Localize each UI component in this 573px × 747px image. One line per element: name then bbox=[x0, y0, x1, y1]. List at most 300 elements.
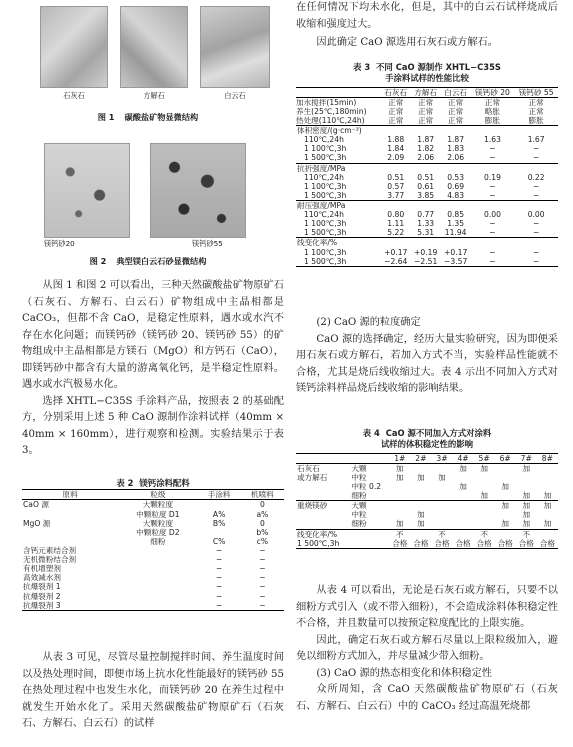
table-cell: 1.11 bbox=[387, 219, 405, 229]
table-cell bbox=[537, 473, 558, 482]
table-cell: 中颗粒度 D2 bbox=[136, 527, 180, 537]
table-cell: 中粒 bbox=[351, 510, 367, 520]
table-cell bbox=[118, 573, 197, 582]
table-cell: 0.22 bbox=[527, 172, 545, 182]
table-cell: 大颗粒度 bbox=[142, 500, 174, 510]
table3-num: 表 3 bbox=[353, 62, 371, 72]
fig1-label-3: 白云石 bbox=[224, 91, 246, 100]
table-cell: 正常 bbox=[448, 97, 464, 107]
table-cell: 1 100℃,3h bbox=[304, 181, 347, 191]
table4-header: 6# bbox=[499, 453, 511, 463]
table-cell: 加 bbox=[396, 463, 404, 473]
table3-group-head: 体积密度/(g·cm⁻³) bbox=[297, 126, 362, 136]
table-cell: 2.09 bbox=[387, 153, 405, 163]
table-row bbox=[296, 173, 558, 182]
table-row bbox=[296, 491, 558, 501]
table-cell: − bbox=[489, 247, 496, 257]
table-cell: − bbox=[532, 228, 540, 238]
table-cell: − bbox=[532, 153, 540, 163]
table-cell: 1 500℃,3h bbox=[304, 153, 347, 163]
table-cell: 略胀 bbox=[484, 106, 501, 116]
table-cell: 高效减水剂 bbox=[23, 573, 61, 583]
table-row bbox=[22, 555, 284, 564]
table-cell: 正常 bbox=[388, 97, 404, 107]
fig1-caption-text: 碳酸盐矿物显微结构 bbox=[124, 112, 199, 122]
table-cell: 中粒 0.2 bbox=[351, 482, 382, 492]
table-cell: 加 bbox=[417, 510, 425, 520]
table-cell: B% bbox=[212, 518, 226, 528]
right-column bbox=[296, 0, 558, 712]
table-cell: 0.53 bbox=[447, 172, 465, 182]
table-cell: 大颗 bbox=[351, 501, 367, 511]
fig2-label-1: 镁钙砂20 bbox=[44, 239, 75, 248]
table-cell: 加 bbox=[522, 491, 531, 501]
table-row bbox=[296, 153, 558, 163]
table-cell bbox=[118, 601, 197, 611]
table4-caption bbox=[296, 428, 558, 439]
table-cell: −2.51 bbox=[414, 256, 438, 266]
table-cell: − bbox=[259, 582, 266, 592]
table-cell: 有机增塑剂 bbox=[23, 564, 61, 574]
table-cell: 加 bbox=[501, 482, 509, 492]
table-cell: − bbox=[259, 564, 266, 574]
table2 bbox=[22, 478, 284, 611]
table-cell: 0 bbox=[259, 500, 265, 510]
table-cell bbox=[453, 473, 474, 482]
table-cell bbox=[431, 510, 452, 519]
left-body bbox=[22, 278, 284, 460]
table-cell bbox=[22, 510, 118, 519]
table-cell: − bbox=[259, 591, 266, 601]
table-cell: 正常 bbox=[528, 97, 544, 107]
table-cell: − bbox=[215, 600, 223, 610]
table-cell: 加 bbox=[459, 463, 467, 473]
table-cell: c% bbox=[256, 536, 269, 546]
table-row bbox=[296, 97, 558, 107]
table-cell: 1.87 bbox=[447, 135, 465, 145]
table-cell: − bbox=[215, 546, 223, 555]
table-cell: 加 bbox=[543, 491, 552, 501]
table-cell: − bbox=[532, 247, 540, 257]
table-cell bbox=[389, 491, 410, 501]
table3-caption bbox=[296, 62, 558, 73]
table-cell: 0.85 bbox=[447, 210, 465, 220]
table-cell: 0.69 bbox=[447, 181, 465, 191]
table-cell bbox=[453, 519, 474, 529]
table-cell bbox=[516, 482, 537, 491]
table2-num: 表 2 bbox=[116, 478, 134, 488]
table-cell bbox=[118, 555, 197, 564]
table-cell: MgO 源 bbox=[23, 518, 51, 528]
table-cell bbox=[431, 463, 452, 473]
table-cell bbox=[296, 491, 350, 501]
table-cell: 1.67 bbox=[527, 135, 545, 145]
table4-header: 2# bbox=[415, 453, 427, 463]
table-cell: +0.17 bbox=[384, 247, 408, 257]
table-cell bbox=[495, 473, 516, 482]
table-cell: 3.77 bbox=[387, 190, 405, 200]
table-cell: 加 bbox=[522, 501, 531, 511]
paragraph: 从图 1 和图 2 可以看出，三种天然碳酸盐矿物原矿石（石灰石、方解石、白云石）矿物组成中主晶相都是 CaCO₃，但都不含 CaO，是稳定性原料，遇水或水汽不存在水化问题；而镁钙砂（镁钙砂 20、镁钙砂 55）的矿物组成中主晶相都是方镁石（MgO）和方钙石（CaO），即镁钙砂中都含有大量的游离氧化钙，是半稳定性原料。遇水或水汽极易水化。 bbox=[22, 280, 284, 391]
fig1-label-1: 石灰石 bbox=[63, 91, 85, 100]
table-row bbox=[296, 519, 558, 529]
table-cell: 1 500℃,3h bbox=[297, 538, 340, 548]
table-cell: 抗爆裂剂 3 bbox=[23, 600, 61, 610]
table4-title: CaO 源不同加入方式对涂料 bbox=[385, 428, 492, 438]
table-cell: − bbox=[532, 144, 540, 154]
table-cell: 细粉 bbox=[351, 491, 367, 501]
table-cell: 合格 bbox=[539, 538, 555, 548]
table-cell: 大颗 bbox=[351, 463, 367, 473]
table-cell: 不 bbox=[438, 529, 446, 539]
table-cell: 养生(25℃,180min) bbox=[296, 106, 367, 116]
table-cell bbox=[453, 501, 474, 511]
table-cell: 110℃,24h bbox=[304, 172, 344, 182]
table-cell: 110℃,24h bbox=[304, 210, 344, 220]
table-row bbox=[296, 473, 558, 482]
table-cell: − bbox=[489, 190, 496, 200]
fig1-caption bbox=[22, 112, 284, 123]
table3-title2: 手涂料试样的性能比较 bbox=[385, 73, 469, 84]
table-cell: − bbox=[259, 546, 266, 555]
table3-header: 镁钙砂 20 bbox=[475, 87, 510, 97]
table-cell: − bbox=[259, 600, 266, 610]
table-cell: 2.06 bbox=[417, 153, 435, 163]
table-cell: 加 bbox=[501, 519, 509, 529]
table4-header bbox=[350, 453, 389, 463]
table-cell: C% bbox=[212, 536, 226, 546]
table-cell: 加 bbox=[480, 491, 488, 501]
table-row bbox=[296, 144, 558, 153]
table-cell bbox=[431, 501, 452, 511]
table-group-row bbox=[296, 126, 558, 136]
table-cell: A% bbox=[212, 509, 226, 519]
table-cell bbox=[350, 539, 389, 549]
table4-header: 8# bbox=[541, 453, 553, 463]
table4-header: 7# bbox=[520, 453, 532, 463]
table-cell: 1.88 bbox=[387, 135, 405, 145]
table-cell: +0.19 bbox=[414, 247, 438, 257]
table3-group-head: 耐压强度/MPa bbox=[297, 201, 346, 210]
table4-title2: 试样的体积稳定性的影响 bbox=[380, 439, 474, 450]
table-cell: − bbox=[259, 555, 266, 565]
table-cell: 细粉 bbox=[351, 519, 367, 529]
table-cell: − bbox=[489, 144, 496, 154]
fig2-label-2: 镁钙砂55 bbox=[192, 239, 223, 248]
table-cell: 重烧镁砂 bbox=[297, 501, 328, 511]
table4-header: 1# bbox=[394, 453, 406, 463]
table3-title: 不同 CaO 源制作 XHTL−C35S bbox=[376, 62, 501, 72]
table-cell: 加 bbox=[417, 519, 425, 529]
calcite-micrograph bbox=[120, 6, 188, 88]
table-row bbox=[296, 107, 558, 116]
magcal20-micrograph bbox=[44, 143, 130, 238]
table3-header: 石灰石 bbox=[384, 87, 408, 97]
table-row bbox=[296, 182, 558, 191]
table-cell bbox=[474, 473, 495, 482]
table4-header: 5# bbox=[478, 453, 490, 463]
table-cell bbox=[495, 529, 516, 539]
table-cell: 加 bbox=[522, 510, 531, 520]
table-cell bbox=[410, 463, 431, 473]
table-cell: 1.33 bbox=[417, 219, 435, 229]
fig1-caption-num: 图 1 bbox=[97, 112, 115, 122]
table-cell: 1.83 bbox=[447, 144, 465, 154]
table-cell bbox=[22, 537, 118, 546]
table-cell: − bbox=[532, 219, 540, 229]
table-cell: 不 bbox=[396, 529, 404, 539]
table-cell bbox=[431, 519, 452, 529]
table-cell bbox=[474, 519, 495, 529]
table-cell: 1 500℃,3h bbox=[304, 190, 347, 200]
table4-header: 4# bbox=[457, 453, 469, 463]
table-cell bbox=[537, 482, 558, 491]
table-cell bbox=[495, 491, 516, 501]
table-cell bbox=[495, 463, 516, 473]
table-row bbox=[296, 248, 558, 257]
table-row bbox=[296, 191, 558, 201]
table-cell: 0.57 bbox=[387, 181, 405, 191]
table-cell: 加 bbox=[417, 472, 425, 482]
table-cell: 合格 bbox=[392, 538, 408, 548]
paragraph: 众所周知，含 CaO 天然碳酸盐矿物原矿石（石灰石、方解石、白云石）中的 CaCO₃ 经过高温死烧都 bbox=[296, 684, 558, 712]
table-cell: 加 bbox=[396, 519, 404, 529]
table-cell: −3.57 bbox=[444, 256, 468, 266]
table-cell: − bbox=[489, 153, 496, 163]
table-cell: 正常 bbox=[448, 106, 464, 116]
table-cell: − bbox=[215, 582, 223, 592]
left-bottom bbox=[22, 650, 284, 733]
table-cell bbox=[537, 463, 558, 473]
table-cell: 加 bbox=[438, 472, 446, 482]
table2-grid bbox=[22, 489, 284, 610]
magcal55-micrograph bbox=[150, 143, 246, 238]
table-cell bbox=[389, 501, 410, 511]
table-cell: 0.00 bbox=[484, 210, 501, 220]
table-cell: +0.17 bbox=[444, 247, 468, 257]
table-cell: −2.64 bbox=[384, 256, 408, 266]
table-group-row bbox=[296, 201, 558, 211]
table-cell bbox=[431, 491, 452, 501]
table-cell bbox=[118, 564, 197, 573]
table-row bbox=[296, 482, 558, 491]
table-cell: − bbox=[215, 573, 223, 583]
table-cell: − bbox=[489, 219, 496, 229]
table-cell: − bbox=[489, 228, 496, 238]
table-cell: 1 100℃,3h bbox=[304, 144, 347, 154]
table-row bbox=[22, 582, 284, 591]
table-cell: 0.51 bbox=[387, 172, 405, 182]
table-cell bbox=[198, 500, 241, 510]
table3-header bbox=[296, 87, 381, 97]
table-cell bbox=[453, 510, 474, 519]
table-cell bbox=[516, 473, 537, 482]
table-cell: 或方解石 bbox=[297, 472, 328, 482]
table-cell: 加 bbox=[522, 463, 531, 473]
table-cell: 正常 bbox=[418, 116, 434, 126]
table-cell: 110℃,24h bbox=[304, 135, 344, 145]
table-cell: 正常 bbox=[418, 97, 434, 107]
table-cell: − bbox=[532, 181, 540, 191]
table-cell: 合格 bbox=[476, 538, 492, 548]
table-cell bbox=[410, 491, 431, 501]
table-cell: 加 bbox=[543, 501, 552, 511]
table-row bbox=[22, 564, 284, 573]
table-cell: − bbox=[215, 564, 223, 574]
table-cell: 加 bbox=[522, 519, 531, 529]
table-cell bbox=[474, 501, 495, 511]
paragraph: 在任何情况下均未水化，但是，其中的白云石试样烧成后收缩和强度过大。 bbox=[296, 2, 558, 30]
table-cell: 1 500℃,3h bbox=[304, 256, 347, 266]
table-cell bbox=[474, 482, 495, 491]
limestone-micrograph bbox=[40, 6, 108, 88]
table-cell: 1 100℃,3h bbox=[304, 247, 347, 257]
table-row bbox=[296, 116, 558, 126]
table-row bbox=[296, 219, 558, 228]
table-cell bbox=[537, 529, 558, 539]
table-cell: 0.61 bbox=[417, 181, 435, 191]
table-cell: 正常 bbox=[448, 116, 464, 126]
table-cell: 不 bbox=[522, 529, 531, 539]
table-cell bbox=[474, 510, 495, 519]
table-cell bbox=[296, 482, 350, 491]
table3-group-head: 线变化率/% bbox=[297, 238, 338, 248]
table-cell bbox=[350, 529, 389, 539]
table-cell: 2.06 bbox=[447, 153, 465, 163]
table3-header: 镁钙砂 55 bbox=[518, 87, 554, 97]
fig2-caption-num: 图 2 bbox=[89, 256, 107, 266]
table-cell: 合格 bbox=[455, 538, 471, 548]
table2-header: 粒级 bbox=[150, 490, 166, 500]
table-cell: 1.82 bbox=[417, 144, 435, 154]
table-cell bbox=[118, 582, 197, 591]
table-group-row bbox=[296, 163, 558, 173]
table-row bbox=[22, 546, 284, 555]
table-row bbox=[22, 500, 284, 510]
table3 bbox=[296, 62, 558, 267]
table-cell: 合格 bbox=[434, 538, 450, 548]
table-cell: 抗爆裂剂 1 bbox=[23, 582, 61, 592]
fig2-caption-text: 典型镁白云石砂显微结构 bbox=[116, 256, 207, 266]
table-row bbox=[22, 592, 284, 601]
table-cell: 无机微粉结合剂 bbox=[23, 555, 77, 565]
table-cell: 正常 bbox=[388, 106, 404, 116]
table-cell: 中颗粒度 D1 bbox=[136, 509, 180, 519]
table-cell: − bbox=[489, 256, 496, 266]
table3-header: 方解石 bbox=[414, 87, 438, 97]
paragraph: 选择 XHTL−C35S 手涂料产品，按照表 2 的基础配方，分别采用上述 5 种 CaO 源制作涂料试样（40mm × 40mm × 160mm），进行观察和检测。实验结果示于表 3。 bbox=[22, 395, 284, 457]
section-heading: (3) CaO 源的热态相变化和体积稳定性 bbox=[316, 667, 492, 679]
table-cell: 0.51 bbox=[417, 172, 435, 182]
paragraph: 因此，确定石灰石或方解石尽量以上限粒级加入，避免以细粉方式加入，并尽量减少带入细粉。 bbox=[296, 634, 558, 663]
table-row bbox=[296, 228, 558, 238]
right-bottom bbox=[296, 583, 558, 715]
table-row bbox=[22, 537, 284, 546]
table-row bbox=[22, 510, 284, 519]
paragraph: 从表 3 可见，尽管尽量控制搅拌时间、养生温度时间以及热处理时间，即便市场上抗水化性能最好的镁钙砂 55 在热处理过程中也发生水化，而镁钙砂 20 在养生过程中就发生开始水化了。采用天然碳酸盐矿物原矿石（石灰石、方解石、白云石）的试样 bbox=[22, 652, 284, 730]
table4 bbox=[296, 428, 558, 549]
table-cell bbox=[410, 529, 431, 539]
table4-num: 表 4 bbox=[362, 428, 380, 438]
table3-group-head: 抗折强度/MPa bbox=[297, 163, 346, 173]
table-cell: 1.87 bbox=[417, 135, 435, 145]
table4-header: 3# bbox=[436, 453, 448, 463]
table-cell: − bbox=[489, 181, 496, 191]
table-cell bbox=[431, 482, 452, 491]
table-cell: 1.35 bbox=[447, 219, 465, 229]
table-row bbox=[22, 528, 284, 537]
table-cell bbox=[296, 519, 350, 529]
table-cell: 0.19 bbox=[484, 172, 501, 182]
table-cell: 含钙元素结合剂 bbox=[23, 546, 77, 555]
table-cell: 加 bbox=[396, 472, 404, 482]
table-cell: 细粉 bbox=[150, 536, 166, 546]
fig2-caption bbox=[22, 256, 284, 267]
table-row bbox=[296, 210, 558, 219]
table2-header: 手涂料 bbox=[207, 490, 231, 500]
table-row bbox=[22, 601, 284, 611]
table-cell: 抗爆裂剂 2 bbox=[23, 591, 61, 601]
table4-header bbox=[296, 453, 350, 463]
paragraph: 因此确定 CaO 源选用石灰石或方解石。 bbox=[316, 37, 498, 49]
paragraph: 从表 4 可以看出，无论是石灰石或方解石，只要不以细粉方式引入（或不带入细粉），不会造成涂料体积稳定性不合格，并且数量可以按预定粒度配比的上限实施。 bbox=[296, 585, 558, 630]
table-cell: 0.77 bbox=[417, 210, 435, 220]
table-cell bbox=[118, 592, 197, 601]
table-cell: 3.85 bbox=[417, 190, 435, 200]
table-cell: 加 bbox=[543, 519, 552, 529]
table-cell: 石灰石 bbox=[297, 463, 320, 473]
table-row bbox=[22, 519, 284, 528]
table-cell: 膨胀 bbox=[484, 116, 501, 126]
table-cell: 1 100℃,3h bbox=[304, 219, 347, 229]
table-cell bbox=[410, 501, 431, 511]
table-cell: 5.22 bbox=[387, 228, 405, 238]
table-cell: − bbox=[532, 256, 540, 266]
table-cell: 11.94 bbox=[444, 228, 467, 238]
dolomite-micrograph bbox=[200, 6, 270, 88]
table-cell: 0.80 bbox=[387, 210, 405, 220]
table2-title: 镁钙涂料配料 bbox=[139, 478, 190, 488]
table2-caption bbox=[22, 478, 284, 489]
table-cell bbox=[198, 528, 241, 537]
table-cell: 0.00 bbox=[527, 210, 545, 220]
table-row bbox=[296, 529, 558, 539]
table-cell: 5.31 bbox=[417, 228, 435, 238]
table-cell: 正常 bbox=[418, 106, 434, 116]
table-cell: − bbox=[532, 190, 540, 200]
table-cell: 线变化率/% bbox=[297, 529, 338, 539]
table-cell bbox=[389, 482, 410, 491]
table-cell: 0 bbox=[259, 518, 265, 528]
table-cell bbox=[22, 528, 118, 537]
table-cell: CaO 源 bbox=[23, 500, 49, 510]
table-cell: 大颗粒度 bbox=[142, 518, 174, 528]
table4-grid bbox=[296, 453, 558, 549]
table-cell: 加 bbox=[501, 501, 509, 511]
table-cell: 加水搅拌(15min) bbox=[296, 97, 357, 107]
table-cell: 膨胀 bbox=[528, 116, 544, 126]
table-cell: 1.84 bbox=[387, 144, 405, 154]
table-cell: − bbox=[215, 591, 223, 601]
table2-header: 原料 bbox=[62, 490, 78, 500]
table-cell: b% bbox=[256, 527, 269, 537]
table3-header: 白云石 bbox=[444, 87, 468, 97]
table-cell: 正常 bbox=[484, 97, 501, 107]
table-row bbox=[296, 501, 558, 511]
table-cell: a% bbox=[256, 509, 269, 519]
section-heading: (2) CaO 源的粒度确定 bbox=[316, 317, 421, 328]
paragraph: CaO 源的选择确定，经历大量实验研究，因为即便采用石灰石或方解石，若加入方式不当，实验样品性能就不合格，尤其是烧后线收缩过大。表 4 示出不同加入方式对镁钙涂料样品烧后线收缩的影响结果。 bbox=[296, 333, 558, 395]
